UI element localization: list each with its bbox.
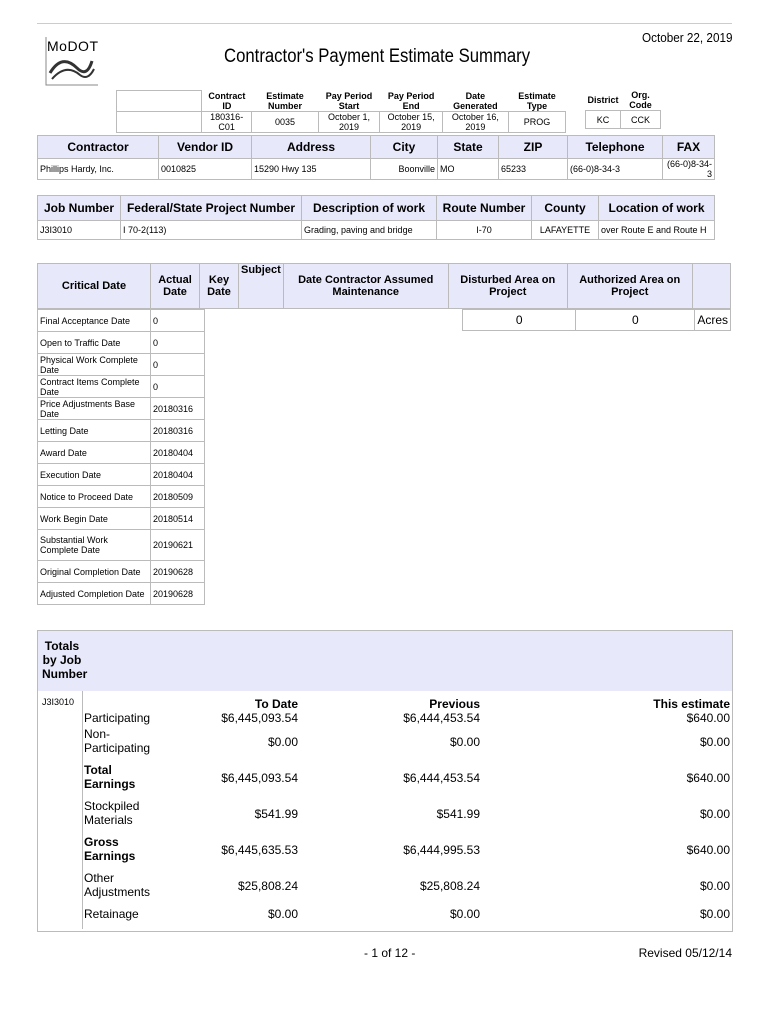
- critical-date-value: 0: [151, 376, 205, 398]
- pay-period-start: October 1, 2019: [318, 111, 380, 132]
- estimate-number: 0035: [252, 111, 318, 132]
- totals-divider: [82, 691, 83, 929]
- col-maintenance: Date Contractor Assumed Maintenance: [283, 264, 448, 309]
- totals-header-bar: [38, 631, 732, 691]
- col-project-number: Federal/State Project Number: [121, 196, 302, 221]
- critical-date-label: Open to Traffic Date: [38, 332, 151, 354]
- previous-value: $0.00: [449, 735, 480, 749]
- col-address: Address: [252, 136, 371, 159]
- previous-value: $6,444,453.54: [403, 711, 480, 725]
- critical-date-label: Execution Date: [38, 464, 151, 486]
- critical-date-row: [38, 464, 205, 486]
- critical-date-label: Substantial Work Complete Date: [38, 530, 151, 561]
- this-estimate-value: $0.00: [699, 907, 730, 921]
- totals-row: [84, 835, 730, 871]
- logo-text: MoDOT: [47, 38, 99, 54]
- critical-date-label: Final Acceptance Date: [38, 310, 151, 332]
- contract-blank-cell: [117, 111, 202, 132]
- totals-section: [37, 630, 733, 932]
- previous-value: $6,444,453.54: [403, 771, 480, 785]
- to-date-value: $6,445,093.54: [221, 711, 298, 725]
- report-date: October 22, 2019: [641, 30, 732, 45]
- contract-table: [116, 90, 566, 133]
- critical-date-value: 20190628: [151, 561, 205, 583]
- critical-dates-table: [37, 309, 205, 605]
- col-county: County: [532, 196, 599, 221]
- totals-row: [84, 763, 730, 799]
- critical-date-row: [38, 420, 205, 442]
- totals-row-label: Retainage: [84, 907, 139, 921]
- col-contract-id: Contract ID: [208, 90, 246, 111]
- critical-date-value: 20180404: [151, 464, 205, 486]
- col-estimate-type: Estimate Type: [518, 90, 556, 111]
- col-job-number: Job Number: [38, 196, 121, 221]
- to-date-value: $25,808.24: [237, 879, 298, 893]
- project-number: I 70-2(113): [121, 221, 302, 240]
- critical-date-row: [38, 583, 205, 605]
- contract-blank: [117, 91, 202, 112]
- disturbed-area: 0: [463, 310, 576, 331]
- col-this-estimate: This estimate: [653, 697, 730, 711]
- critical-date-row: [38, 398, 205, 420]
- col-critical-date: Critical Date: [38, 264, 151, 309]
- col-telephone: Telephone: [568, 136, 663, 159]
- this-estimate-value: $0.00: [699, 735, 730, 749]
- totals-row: [84, 799, 730, 835]
- job-table: [37, 195, 715, 240]
- critical-date-label: Contract Items Complete Date: [38, 376, 151, 398]
- critical-date-value: 0: [151, 332, 205, 354]
- col-actual-date: Actual Date: [151, 264, 200, 309]
- totals-row: [84, 711, 730, 727]
- critical-date-value: 0: [151, 310, 205, 332]
- col-org-code: Org. Code: [629, 90, 652, 110]
- col-date-generated: Date Generated: [453, 90, 498, 111]
- totals-row-label: Total Earnings: [84, 763, 136, 791]
- totals-job: J3I3010: [42, 697, 75, 707]
- totals-row-label: Non-Participating: [84, 727, 151, 755]
- col-pay-period-end: Pay Period End: [387, 90, 435, 111]
- critical-date-label: Adjusted Completion Date: [38, 583, 151, 605]
- critical-date-value: 20180404: [151, 442, 205, 464]
- telephone: (66-0)8-34-3: [568, 159, 663, 180]
- critical-date-label: Original Completion Date: [38, 561, 151, 583]
- critical-date-label: Letting Date: [38, 420, 151, 442]
- critical-date-row: [38, 376, 205, 398]
- critical-date-row: [38, 530, 205, 561]
- col-district: District: [587, 95, 619, 105]
- this-estimate-value: $640.00: [686, 843, 730, 857]
- revised-date: Revised 05/12/14: [638, 946, 732, 960]
- col-state: State: [438, 136, 499, 159]
- col-key-date: Key Date: [200, 264, 239, 309]
- previous-value: $0.00: [449, 907, 480, 921]
- this-estimate-value: $0.00: [699, 879, 730, 893]
- to-date-value: $0.00: [267, 735, 298, 749]
- totals-row-label: Participating: [84, 711, 151, 725]
- area-unit: Acres: [695, 310, 731, 331]
- col-description: Description of work: [302, 196, 437, 221]
- totals-row-label: Stockpiled Materials: [84, 799, 140, 827]
- critical-header: [37, 263, 731, 309]
- location: over Route E and Route H: [599, 221, 715, 240]
- critical-date-value: 20190621: [151, 530, 205, 561]
- description: Grading, paving and bridge: [302, 221, 437, 240]
- col-zip: ZIP: [499, 136, 568, 159]
- to-date-value: $0.00: [267, 907, 298, 921]
- contractor-table: [37, 135, 715, 180]
- vendor-id: 0010825: [159, 159, 252, 180]
- col-route-number: Route Number: [437, 196, 532, 221]
- route-number: I-70: [437, 221, 532, 240]
- org-code: CCK: [621, 111, 661, 129]
- col-pay-period-start: Pay Period Start: [325, 90, 373, 111]
- critical-date-label: Physical Work Complete Date: [38, 354, 151, 376]
- critical-date-row: [38, 354, 205, 376]
- critical-date-value: 0: [151, 354, 205, 376]
- area-table: [462, 309, 731, 331]
- col-previous: Previous: [429, 697, 480, 711]
- previous-value: $6,444,995.53: [403, 843, 480, 857]
- col-unit-blank: [692, 264, 730, 309]
- estimate-type: PROG: [508, 111, 565, 132]
- col-contractor: Contractor: [38, 136, 159, 159]
- critical-date-value: 20180316: [151, 420, 205, 442]
- to-date-value: $6,445,093.54: [221, 771, 298, 785]
- job-number: J3I3010: [38, 221, 121, 240]
- critical-date-value: 20180514: [151, 508, 205, 530]
- col-to-date: To Date: [254, 697, 298, 711]
- col-estimate-number: Estimate Number: [266, 90, 304, 111]
- critical-date-row: [38, 442, 205, 464]
- totals-row-label: Other Adjustments: [84, 871, 151, 899]
- critical-date-label: Price Adjustments Base Date: [38, 398, 151, 420]
- critical-date-row: [38, 508, 205, 530]
- totals-row: [84, 871, 730, 907]
- top-rule: [37, 23, 732, 24]
- to-date-value: $541.99: [254, 807, 298, 821]
- col-authorized-area: Authorized Area on Project: [567, 264, 692, 309]
- previous-value: $25,808.24: [419, 879, 480, 893]
- critical-date-label: Work Begin Date: [38, 508, 151, 530]
- page-number: - 1 of 12 -: [364, 946, 416, 960]
- contractor-name: Phillips Hardy, Inc.: [38, 159, 159, 180]
- fax: (66-0)8-34-3: [663, 159, 715, 180]
- critical-date-label: Award Date: [38, 442, 151, 464]
- col-vendor-id: Vendor ID: [159, 136, 252, 159]
- city: Boonville: [371, 159, 438, 180]
- critical-date-row: [38, 561, 205, 583]
- totals-row: [84, 907, 730, 923]
- critical-date-value: 20180316: [151, 398, 205, 420]
- district: KC: [586, 111, 621, 129]
- critical-date-row: [38, 332, 205, 354]
- critical-date-label: Notice to Proceed Date: [38, 486, 151, 508]
- critical-date-value: 20190628: [151, 583, 205, 605]
- previous-value: $541.99: [436, 807, 480, 821]
- totals-row-label: Gross Earnings: [84, 835, 136, 863]
- county: LAFAYETTE: [532, 221, 599, 240]
- critical-date-row: [38, 310, 205, 332]
- contract-id: 180316-C01: [202, 111, 252, 132]
- totals-grid: [84, 697, 730, 923]
- district-table: [585, 90, 661, 129]
- date-generated: October 16, 2019: [442, 111, 508, 132]
- totals-row: [84, 727, 730, 763]
- address: 15290 Hwy 135: [252, 159, 371, 180]
- this-estimate-value: $640.00: [686, 711, 730, 725]
- col-fax: FAX: [663, 136, 715, 159]
- authorized-area: 0: [576, 310, 695, 331]
- col-subject: Subject: [239, 264, 284, 309]
- page-title: Contractor's Payment Estimate Summary: [224, 46, 531, 67]
- totals-header: Totals by Job Number: [42, 639, 88, 681]
- pay-period-end: October 15, 2019: [380, 111, 442, 132]
- col-disturbed-area: Disturbed Area on Project: [448, 264, 567, 309]
- this-estimate-value: $0.00: [699, 807, 730, 821]
- col-city: City: [371, 136, 438, 159]
- zip: 65233: [499, 159, 568, 180]
- col-location: Location of work: [599, 196, 715, 221]
- critical-date-value: 20180509: [151, 486, 205, 508]
- state: MO: [438, 159, 499, 180]
- to-date-value: $6,445,635.53: [221, 843, 298, 857]
- this-estimate-value: $640.00: [686, 771, 730, 785]
- critical-date-row: [38, 486, 205, 508]
